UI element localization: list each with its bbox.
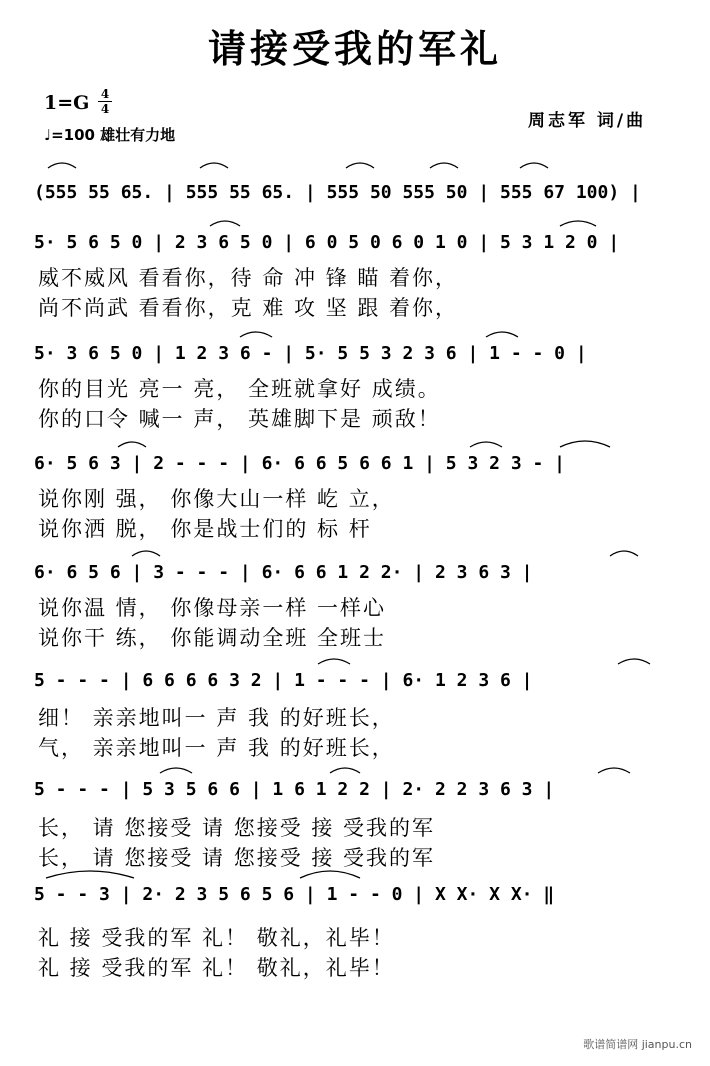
page-title: 请接受我的军礼 [207,26,502,71]
system-7-notes: 5 - - 3 | 2· 2 3 5 6 5 6 | 1 - - 0 | X X· X X· ‖ [34,884,555,905]
system-4-lyric-2: 说你干 练， 你能调动全班 全班士 [38,626,387,650]
system-6-lyric-1: 长， 请 您接受 请 您接受 接 受我的军 [38,816,436,840]
system-3-lyric-1: 说你刚 强， 你像大山一样 屹 立， [38,487,395,511]
author-credit: 周志军 词/曲 [528,111,647,131]
slur [118,442,146,447]
tempo-marking: ♩=100 雄壮有力地 [44,126,176,144]
slur [618,659,650,664]
system-3-notes: 6· 5 6 3 | 2 - - - | 6· 6 6 5 6 6 1 | 5 3 2 3 - | [34,453,566,474]
slur [470,442,502,447]
triplet-slur [430,163,458,168]
intro-notes: (555 55 65. | 555 55 65. | 555 50 555 50 | 555 67 100) | [34,182,641,203]
triplet-slur [346,163,374,168]
system-6-notes: 5 - - - | 5 3 5 6 6 | 1 6 1 2 2 | 2· 2 2 3 6 3 | [34,779,555,800]
watermark: 歌谱简谱网 jianpu.cn [583,1038,692,1051]
system-1-lyric-1: 威不威风 看看你，待 命 冲 锋 瞄 着你， [38,266,459,290]
slur [318,659,350,664]
system-1-notes: 5· 5 6 5 0 | 2 3 6 5 0 | 6 0 5 0 6 0 1 0 | 5 3 1 2 0 | [34,232,620,253]
slur [486,332,518,337]
slur [46,871,134,878]
system-4-lyric-1: 说你温 情， 你像母亲一样 一样心 [38,596,387,620]
system-3-lyric-2: 说你洒 脱， 你是战士们的 标 杆 [38,517,372,541]
slur [160,768,192,773]
system-2-lyric-1: 你的目光 亮一 亮， 全班就拿好 成绩。 [38,377,441,401]
slur [240,332,272,337]
system-5-notes: 5 - - - | 6 6 6 6 3 2 | 1 - - - | 6· 1 2 3 6 | [34,670,533,691]
system-2-notes: 5· 3 6 5 0 | 1 2 3 6 - | 5· 5 5 3 2 3 6 | 1 - - 0 | [34,343,587,364]
slur [598,768,630,773]
system-5-lyric-2: 气， 亲亲地叫一 声 我 的好班长， [38,736,395,760]
triplet-slur [200,163,228,168]
key-signature: 1=G [44,92,90,114]
time-sig-top: 4 [100,87,110,101]
system-2-lyric-2: 你的口令 喊一 声， 英雄脚下是 顽敌！ [38,407,441,431]
slur [300,871,360,878]
system-7-lyric-1: 礼 接 受我的军 礼！ 敬礼，礼毕！ [38,926,395,950]
slur [132,551,160,556]
system-1-lyric-2: 尚不尚武 看看你，克 难 攻 坚 跟 着你， [38,296,459,320]
slur [560,221,596,226]
system-5-lyric-1: 细！ 亲亲地叫一 声 我 的好班长， [38,706,395,730]
slur [610,551,638,556]
slur [560,441,610,447]
slur [210,221,240,226]
triplet-slur [520,163,548,168]
time-sig-bottom: 4 [100,102,110,116]
system-7-lyric-2: 礼 接 受我的军 礼！ 敬礼，礼毕！ [38,956,395,980]
system-6-lyric-2: 长， 请 您接受 请 您接受 接 受我的军 [38,846,436,870]
slur [330,768,360,773]
triplet-slur [48,163,76,168]
system-4-notes: 6· 6 5 6 | 3 - - - | 6· 6 6 1 2 2· | 2 3 6 3 | [34,562,533,583]
